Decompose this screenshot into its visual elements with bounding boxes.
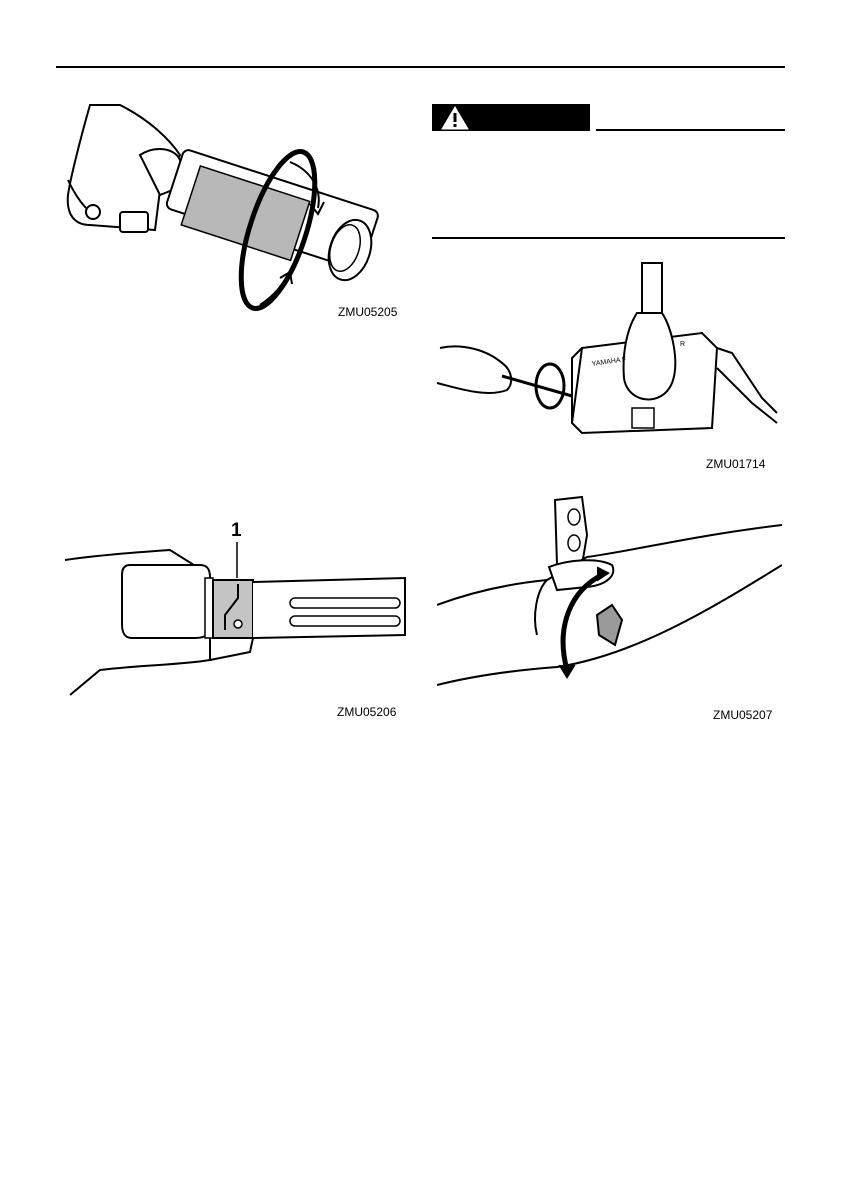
grip-friction-illustration [60,520,415,700]
throttle-grip-illustration [60,100,405,325]
friction-knob-illustration [437,495,782,695]
figure-code: ZMU01714 [706,457,766,471]
figure-code: ZMU05207 [713,708,773,722]
remote-control-illustration [432,258,782,438]
figure-remote-control-box [432,258,782,470]
callout-label: 1 [231,520,242,541]
figure-throttle-grip [60,100,405,325]
figure-code: ZMU05205 [338,305,398,319]
figure-grip-friction [60,520,415,720]
svg-text:R: R [680,341,686,348]
figure-friction-knob [437,495,782,720]
header-rule [56,66,785,68]
warning-triangle-icon [441,106,469,130]
svg-text:YAMAHA F: YAMAHA F [591,356,627,368]
warning-rule-bottom [432,237,785,239]
warning-rule-top [596,129,785,131]
figure-code: ZMU05206 [337,705,397,719]
